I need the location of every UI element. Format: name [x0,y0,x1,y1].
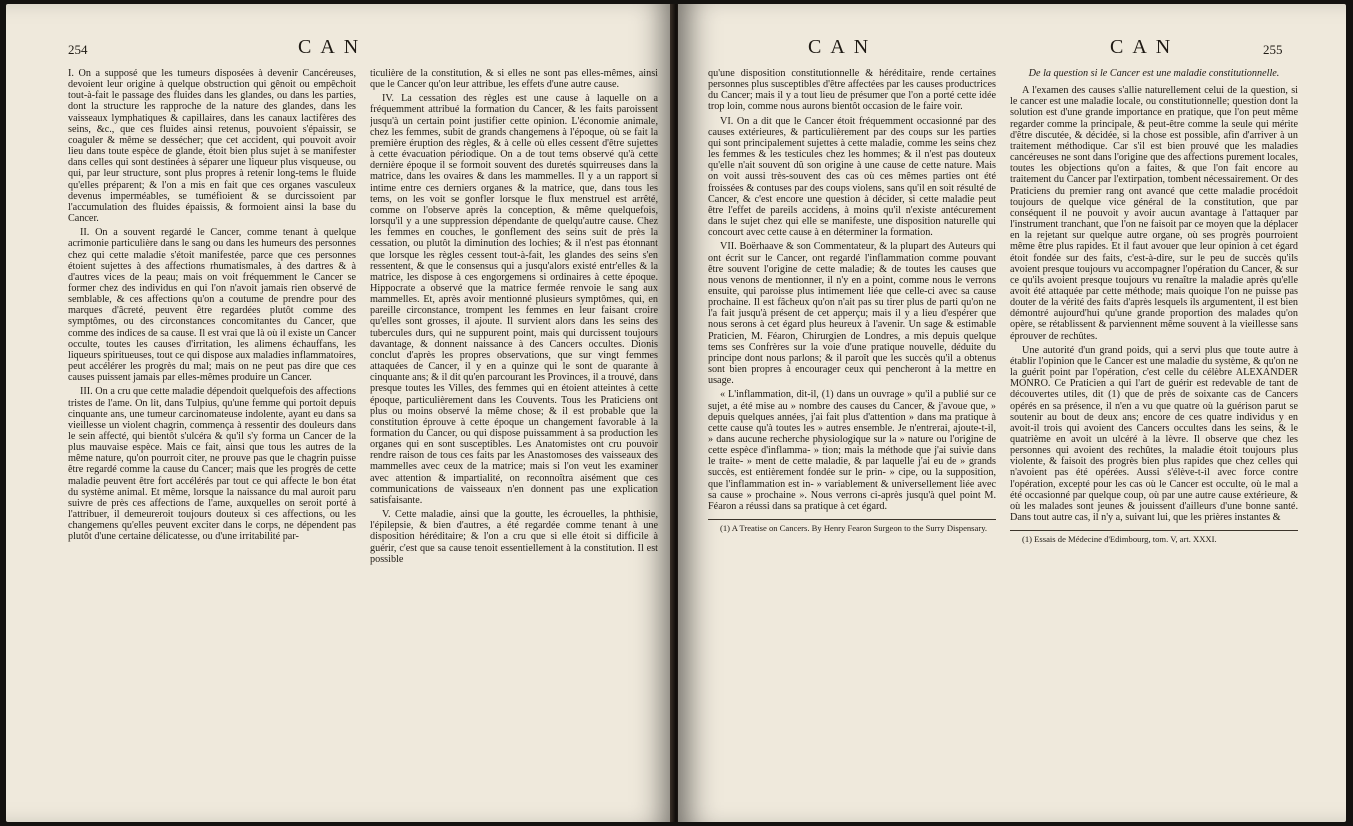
section-heading: De la question si le Cancer est une maladie constitutionnelle. [1028,68,1280,79]
right-column-1 [708,68,996,816]
running-head: CAN [808,36,878,58]
right-column-2 [1010,68,1298,816]
paragraph: A l'examen des causes s'allie naturellement celui de la question, si le cancer est une maladie locale, ou constitutionnelle; question dont la solution est d'une grande importance en pratique, que l'on peut même regarder comme la principale, & peut-être comme la seule qui mérite d'être discutée, & décidée, si la chose est possible, afin d'arriver à un traitement méthodique. Car s'il est bien prouvé que les maladies cancéreuses ne sont dans l'origine que des affections purement locales, toutes les objections qu'on a faites, & que l'on fait encore au traitement du Cancer par l'extirpation, tombent nécessairement. Or des Praticiens du premier rang ont avancé que cette maladie procédoit toujours de quelque vice général de la constitution, que par conséquent il ne pouvoit y avoir aucun avantage à l'attaquer par l'instrument tranchant, que l'on ne faisoit par ce moyen que la déplacer en la rejetant sur quelque autre organe, où ses progrès pourroient même être plus rapides. Et il faut avouer que leur opinion à cet égard étoit fondée sur des faits, c'est-à-dire, sur le peu de succès qu'ils avoient presque toujours vu accompagner l'opération du Cancer, & sur ce qu'ils avoient presque toujours vu renaître la maladie après qu'elle avoit été attaquée par cette méthode; mais quoique l'on ne puisse pas douter de la vérité des faits d'après lesquels ils argumentent, il est bien démontré aujourd'hui qu'une grande proportion des malades qu'on opère, se rétablissent & parviennent même souvent à la vieillesse sans éprouver de rechûtes. [1010,85,1298,342]
left-column-2 [370,68,658,816]
right-page [678,4,1346,822]
paragraph: VII. Boërhaave & son Commentateur, & la plupart des Auteurs qui ont écrit sur le Cancer, ont regardé l'inflammation comme pouvant être souvent l'origine de cette maladie; & de toutes les causes que nous venons de mentionner, il n'y en a point, comme nous le verrons ensuite, qui paroisse plus intimement liée que celle-ci avec sa cause prochaine. Il est fâcheux qu'on n'ait pas su tirer plus de parti qu'on ne l'a fait jusqu'à présent de cet apperçu; mais il y a lieu d'espérer que nous serons à cet égard plus heureux à l'avenir. Un sage & estimable Praticien, M. Féaron, Chirurgien de Londres, a mis depuis quelque tems ses Confrères sur la voie d'une pratique nouvelle, déduite du principe dont nous parlons; & il paroît que les succès qu'il a obtenus sont bien propres à encourager ceux qui pencheront à la mettre en usage. [708,241,996,387]
running-head: CAN [1110,36,1180,58]
running-head: CAN [298,36,368,58]
paragraph: V. Cette maladie, ainsi que la goutte, les écrouelles, la phthisie, l'épilepsie, & bien d'autres, a été regardée comme tenant à une disposition héréditaire; & l'on a cru que si elle étoit si difficile à guérir, c'est que sa cause tenoit essentiellement à la constitution. Il est possible [370,509,658,565]
paragraph: qu'une disposition constitutionnelle & héréditaire, rende certaines personnes plus susceptibles d'être affectées par les causes productrices du Cancer; mais il y a tout lieu de présumer que l'on a porté cette idée trop loin, comme nous aurons bientôt occasion de le faire voir. [708,68,996,113]
right-page-header [678,36,1346,64]
left-page-header [6,36,674,64]
footnote-rule [1010,530,1298,531]
paragraph: Une autorité d'un grand poids, qui a servi plus que toute autre à établir l'opinion que le Cancer est une maladie du système, & qu'on ne la guérit point par l'opération, c'est celle du célèbre ALEXANDER MONRO. Ce Praticien a qui l'art de guérir est redevable de tant de découvertes utiles, dit (1) que de près de soixante cas de Cancers opérés en sa présence, il n'en a vu que quatre où la guérison parut se soutenir au bout de deux ans; encore de ces quatre individus y en avoit-il trois qui avoient des Cancers occultes dans les seins, & le quatrième en avoit un ulcéré à la lèvre. Il observe que chez les personnes qui avoient des rechûtes, la maladie étoit toujours plus violente, & faisoit des progrès bien plus rapides que chez celles qui n'avoient pas été opérées. Aussi s'élève-t-il avec force contre l'opération, excepté pour les cas où le Cancer est occulte, où le mal a été occasionné par quelque coup, où par une autre cause extérieure, & où les malades sont jeunes & jouissent d'ailleurs d'une bonne santé. Dans tout autre cas, il n'y a, suivant lui, que les prières instantes & [1010,344,1298,524]
paragraph: I. On a supposé que les tumeurs disposées à devenir Cancéreuses, devoient leur origine à quelque obstruction qui gênoit ou empêchoit tout-à-fait le passage des fluides dans les glandes, ou dans les parties, dont la structure les rapproche de la nature des glandes, dans les vaisseaux lymphatiques & capillaires, dans les canaux lactifères des seins, &c., que ces fluides ainsi retenus, pouvoient s'épaissir, se coaguler & même se dessécher; que cet accident, qui pouvoit avoir lieu dans toute espèce de glande, étoit bien plus sujet à se manifester dans celles qui sont destinées à séparer une liqueur plus visqueuse, ou qui, par leur structure, sont plus propres à retenir long-tems le fluide qu'elles préparent; & l'on a mis en fait que ces organes vasculeux devenus imperméables, se tuméfioient & se durcissoient par l'accumulation des fluides épaissis, & formoient ainsi la base du Cancer. [68,68,356,225]
page-number: 255 [1263,42,1283,57]
quotation: « L'inflammation, dit-il, (1) dans un ouvrage » qu'il a publié sur ce sujet, a été mise au » nombre des causes du Cancer, & j'avoue que, » depuis quelques années, j'ai fait plus d'attention » dans ma pratique à cette cause qu'à toutes les » autres ensemble. Je n'entrerai, ajoute-t-il, » dans aucune recherche physiologique sur la » nature ou l'origine de cette espèce d'inflamma- » tion; mais la méthode que j'ai suivie dans le traite- » ment de cette maladie, & par laquelle j'ai eu de » grands succès, est entièrement fondée sur le prin- » cipe, ou la supposition, que l'inflammation est in- » variablement & universellement liée avec sa cause » prochaine ». Nous verrons ci-après jusqu'à quel point M. Féaron a réussi dans sa pratique à cet égard. [708,389,996,512]
left-page [6,4,674,822]
footnote-rule [708,519,996,520]
paragraph: VI. On a dit que le Cancer étoit fréquemment occasionné par des causes extérieures, & particulièrement par des coups sur les parties qui sont principalement sujettes à cette maladie, comme les seins chez les femmes & les testicules chez les hommes; & il n'est pas douteux qu'elle n'ait souvent dû son origine à une cause de cette nature. Mais on voit aussi très-souvent des cas où ces mêmes parties ont été froissées & contuses par des coups violens, sans qu'il en soit résulté de Cancer, & c'est encore une question à décider, si cette maladie peut être l'effet de pareils accidens, à moins qu'il n'existe antécurement dans le sujet chez qui elle se manifeste, une disposition naturelle qui concourt avec cette cause à en déterminer la formation. [708,115,996,239]
paragraph: II. On a souvent regardé le Cancer, comme tenant à quelque acrimonie particulière dans le sang ou dans les humeurs des personnes chez qui cette maladie s'étoit manifestée, parce que ces personnes étoient sujettes à des affections rhumatismales, à des dartres & à d'autres vices de la peau; mais on voit fréquemment le Cancer se former chez des individus en qui l'on n'avoit jamais rien observé de semblable, & ces affections qu'on a coutume de prendre pour des marques d'âcreté, peuvent être regardées plutôt comme des symptômes, ou des circonstances concomitantes du Cancer, que comme des indices de sa cause. Il est vrai que là où il existe un Cancer occulte, toutes les causes d'irritation, les alimens échauffans, les liqueurs spiritueuses, tout ce qui dispose aux maladies inflammatoires, peut accélérer les progrès du mal; mais on ne peut pas dire que ces causes puissent jamais par elles-mêmes produire un Cancer. [68,227,356,384]
open-book [6,4,1346,822]
paragraph: IV. La cessation des règles est une cause à laquelle on a fréquemment attribué la formation du Cancer, & les faits paroissent jusqu'à un certain point justifier cette opinion. L'économie animale, chez les femmes, subit de grands changemens à l'époque, où se fait la première éruption des règles, & à celle où elles cessent d'être sujettes à cette évacuation périodique. On a de tout tems observé qu'à cette dernière époque il se formoit souvent des duretés squirreuses dans la matrice, dans les ovaires & dans les mammelles. Il y a un rapport si intime entre ces derniers organes & la matrice, que, dans tous les tems, on les voit se gonfler lorsque le flux menstruel est arrêté, comme on l'observe après la conception, & même quelquefois, lorsqu'il y a une suppression dépendante de quelqu'autre cause. Chez les femmes en couches, le gonflement des seins suit de près la cessation, ou plutôt la diminution des lochies; & il n'est pas étonnant que lorsque les règles cessent tout-à-fait, les glandes des seins s'en ressentent, & que le consensus qui a jusqu'alors existé entr'elles & la matrice, les dispose à ces engorgemens si ordinaires à cette époque. Hippocrate a observé que la matrice fermée renvoie le sang aux mammelles. Et, après avoir mentionné plusieurs symptômes, qui, en pareille circonstance, trompent les femmes en leur faisant croire qu'elles sont grosses, il ajoute. Il survient alors dans les seins des tubercules durs, qui ne suppurent point, mais qui durcissent toujours davantage, & donnent naissance à des Cancers occultes. Dionis conclut d'après les propres observations, que sur vingt femmes attaquées de Cancer, il y en a quinze qui le sont de quarante à cinquante ans; & il dit qu'en parcourant les Provinces, il a trouvé, dans presque toutes les Villes, des femmes qui en étoient atteintes à cette époque, particulièrement dans les Couvents. Tous les Praticiens ont plus ou moins observé la même chose; & il est probable que la constitution éprouve à cette époque un changement favorable à la formation du Cancer, ou qui dispose puissamment à sa production les organes qui en sont susceptibles. Les Anatomistes ont cru pouvoir rendre raison de tous ces faits par les Anastomoses des vaisseaux des mammelles avec ceux de la matrice; mais si l'on veut les examiner avec attention & impartialité, on reconnoîtra aisément que ces communications de vaisseaux n'en donnent pas une explication satisfaisante. [370,93,658,506]
paragraph: III. On a cru que cette maladie dépendoit quelquefois des affections tristes de l'ame. On lit, dans Tulpius, qu'une femme qui portoit depuis cinquante ans, une tumeur carcinomateuse indolente, ayant eu dans sa vieillesse un violent chagrin, commença à ressentir des douleurs dans le sein affecté, qui bientôt s'ulcéra & qu'il s'y forma un Cancer de la plus mauvaise espèce. Mais ce fait, ainsi que tous les autres de la même nature, qu'on pourroit citer, ne prouve pas que le chagrin puisse être regardé comme la cause du Cancer; mais que les progrès de cette maladie peuvent être fort accélérés par tout ce qui affecte le bon état du système animal. Et même, lorsque la naissance du mal auroit paru suivre de près ces affections de l'ame, auxquelles on seroit porté à l'attribuer, il demeureroit toujours douteux si ces affections, ou les changemens qu'elles peuvent exciter dans le corps, ne dépendent pas plutôt d'une certaine délicatesse, ou d'une irritabilité par- [68,386,356,543]
footnote: (1) Essais de Médecine d'Edimbourg, tom. V, art. XXXI. [1022,534,1217,545]
footnote: (1) A Treatise on Cancers. By Henry Fearon Surgeon to the Surry Dispensary. [720,523,988,534]
left-column-1 [68,68,356,816]
paragraph: ticulière de la constitution, & si elles ne sont pas elles-mêmes, ainsi que le Cancer qu'on leur attribue, les effets d'une autre cause. [370,68,658,91]
page-number: 254 [68,42,88,57]
